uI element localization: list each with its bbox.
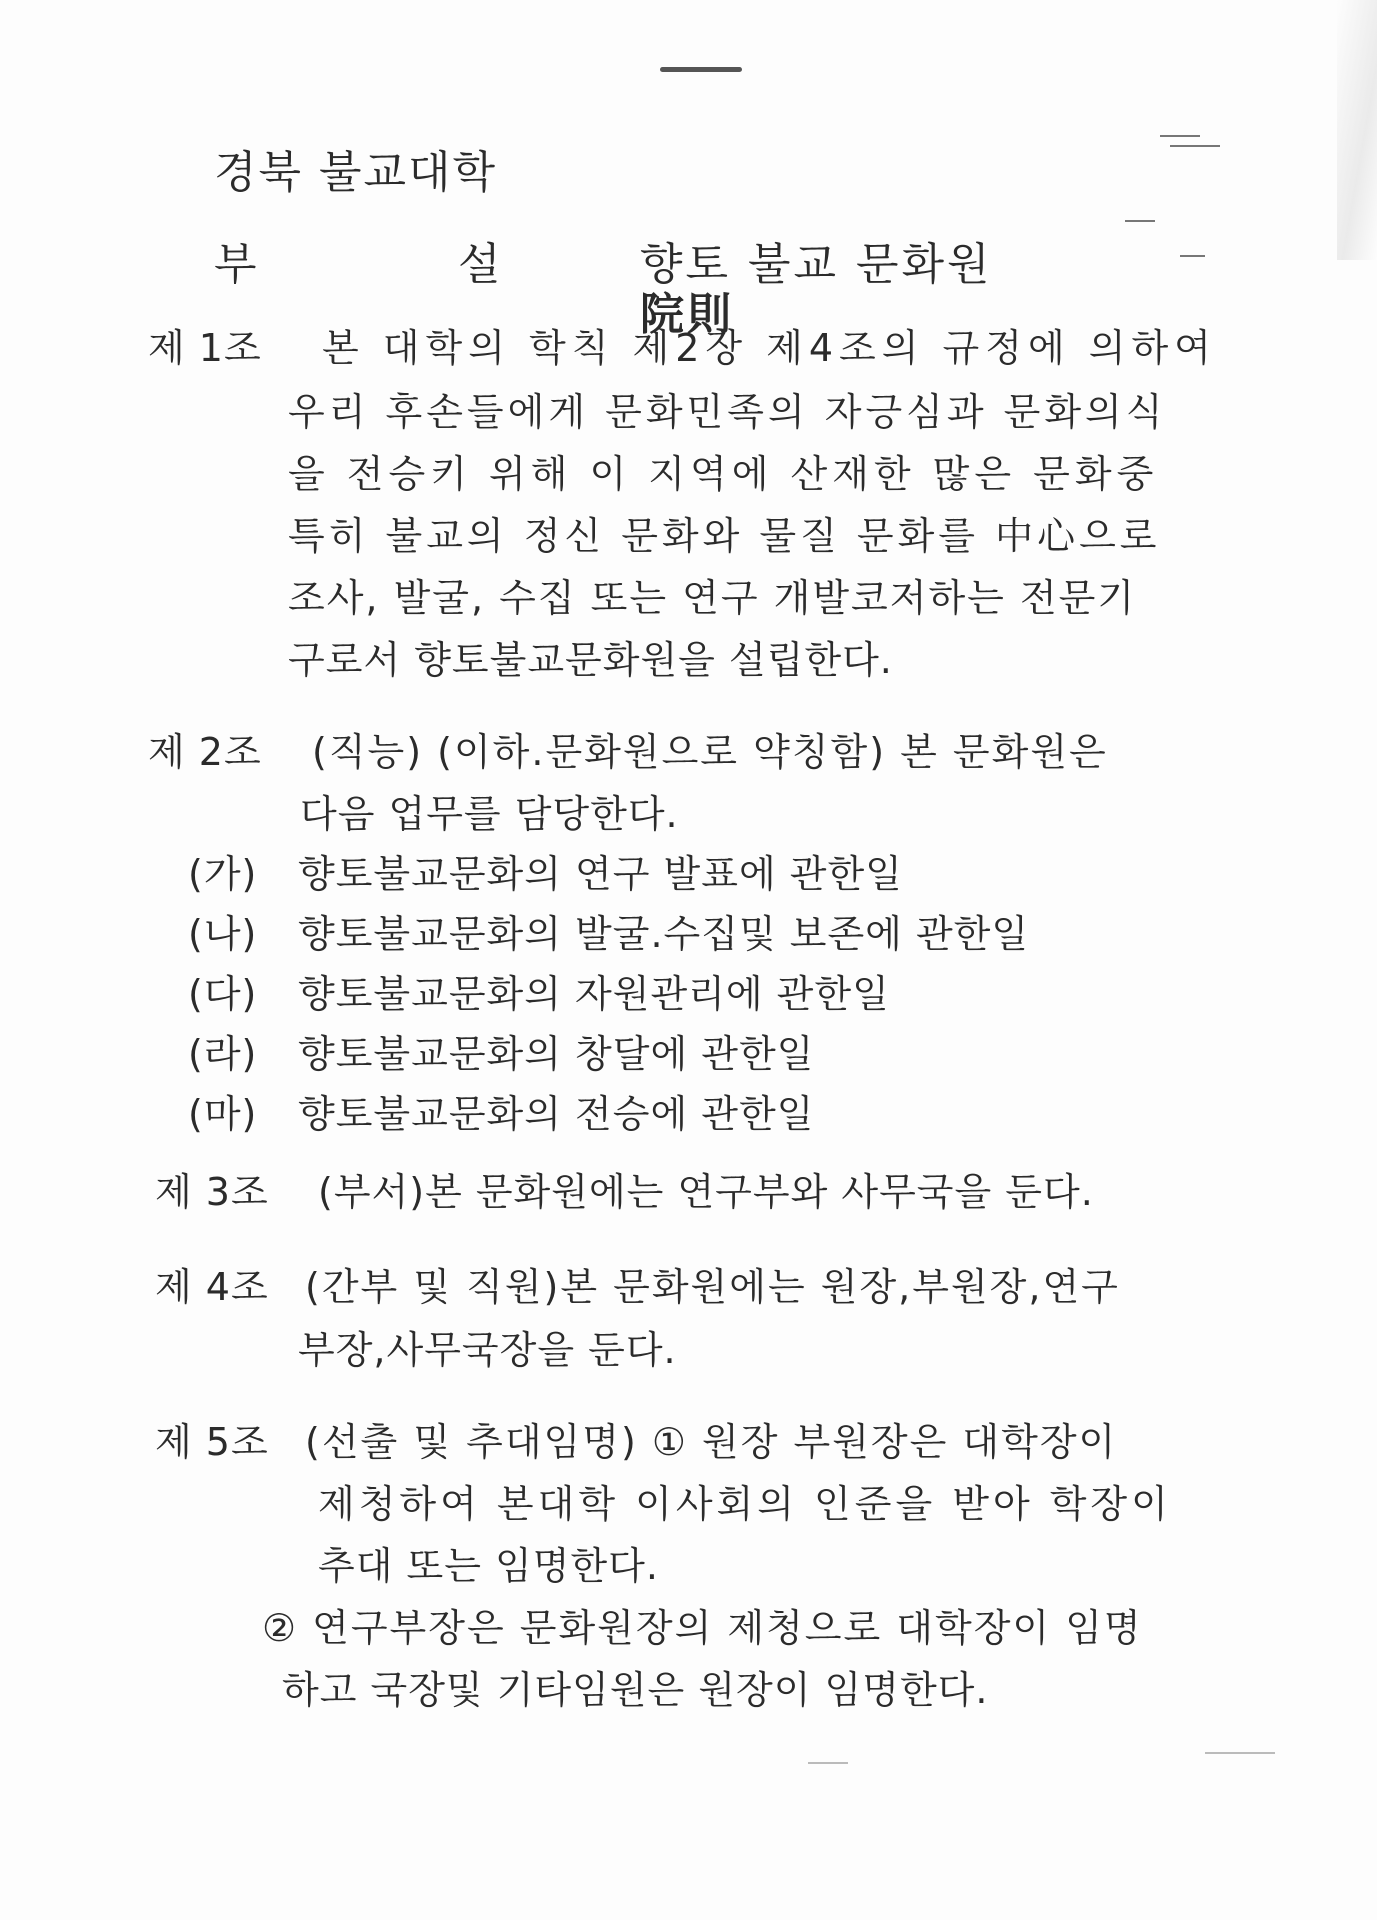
- article-3-label: 제 3조: [155, 1170, 269, 1214]
- document-title-hanja: 院則: [639, 289, 734, 340]
- article-1-line-6: 구로서 향토불교문화원을 설립한다.: [288, 638, 893, 682]
- article-4-line-1: (간부 및 직원)본 문화원에는 원장,부원장,연구: [305, 1265, 1120, 1309]
- article-2-item-e-text: 향토불교문화의 전승에 관한일: [298, 1092, 815, 1136]
- institution-affiliation-b: 설: [458, 239, 503, 290]
- article-5-line-4: ② 연구부장은 문화원장의 제청으로 대학장이 임명: [262, 1606, 1143, 1650]
- article-5-line-2: 제청하여 본대학 이사회의 인준을 받아 학장이: [318, 1482, 1172, 1526]
- scan-artifact: [1160, 135, 1200, 137]
- institution-name: 경북 불교대학: [214, 147, 498, 198]
- article-1-line-5: 조사, 발굴, 수집 또는 연구 개발코저하는 전문기: [288, 576, 1137, 620]
- article-1-label: 제 1조: [148, 326, 262, 370]
- article-2-item-a-text: 향토불교문화의 연구 발표에 관한일: [298, 852, 903, 896]
- page-number-dash: [660, 67, 742, 72]
- article-4-label: 제 4조: [155, 1265, 269, 1309]
- page-fold-shadow: [1337, 0, 1377, 260]
- article-5-label: 제 5조: [155, 1420, 269, 1464]
- article-2-item-c-marker: (다): [188, 972, 258, 1016]
- article-5-line-1: (선출 및 추대임명) ① 원장 부원장은 대학장이: [305, 1420, 1118, 1464]
- article-2-label: 제 2조: [148, 730, 262, 774]
- article-1-line-3: 을 전승키 위해 이 지역에 산재한 많은 문화중: [288, 452, 1159, 496]
- article-2-item-e-marker: (마): [188, 1092, 258, 1136]
- article-5-line-3: 추대 또는 임명한다.: [318, 1544, 659, 1588]
- institution-affiliation-a: 부: [214, 239, 259, 290]
- article-1-line-2: 우리 후손들에게 문화민족의 자긍심과 문화의식: [288, 390, 1167, 434]
- article-4-line-2: 부장,사무국장을 둔다.: [298, 1328, 677, 1372]
- article-2-line-1: (직능) (이하.문화원으로 약칭함) 본 문화원은: [312, 730, 1108, 774]
- article-2-item-d-marker: (라): [188, 1032, 258, 1076]
- scan-artifact: [1170, 145, 1220, 147]
- article-3-line-1: (부서)본 문화원에는 연구부와 사무국을 둔다.: [318, 1170, 1094, 1214]
- article-5-line-5: 하고 국장및 기타임원은 원장이 임명한다.: [282, 1668, 989, 1712]
- article-2-item-c-text: 향토불교문화의 자원관리에 관한일: [298, 972, 890, 1016]
- scan-artifact: [1125, 220, 1155, 222]
- article-2-item-b-text: 향토불교문화의 발굴.수집및 보존에 관한일: [298, 912, 1030, 956]
- document-title-korean: 향토 불교 문화원: [639, 239, 993, 290]
- scan-artifact: [1180, 255, 1205, 257]
- article-1-line-1: 본 대학의 학칙 제2장 제4조의 규정에 의하여: [322, 326, 1217, 370]
- article-2-item-b-marker: (나): [188, 912, 258, 956]
- scan-artifact: [808, 1762, 848, 1764]
- article-2-item-a-marker: (가): [188, 852, 258, 896]
- article-1-line-4: 특히 불교의 정신 문화와 물질 문화를 中心으로: [288, 514, 1161, 558]
- scan-artifact: [1205, 1752, 1275, 1754]
- article-2-line-2: 다음 업무를 담당한다.: [300, 792, 679, 836]
- article-2-item-d-text: 향토불교문화의 창달에 관한일: [298, 1032, 815, 1076]
